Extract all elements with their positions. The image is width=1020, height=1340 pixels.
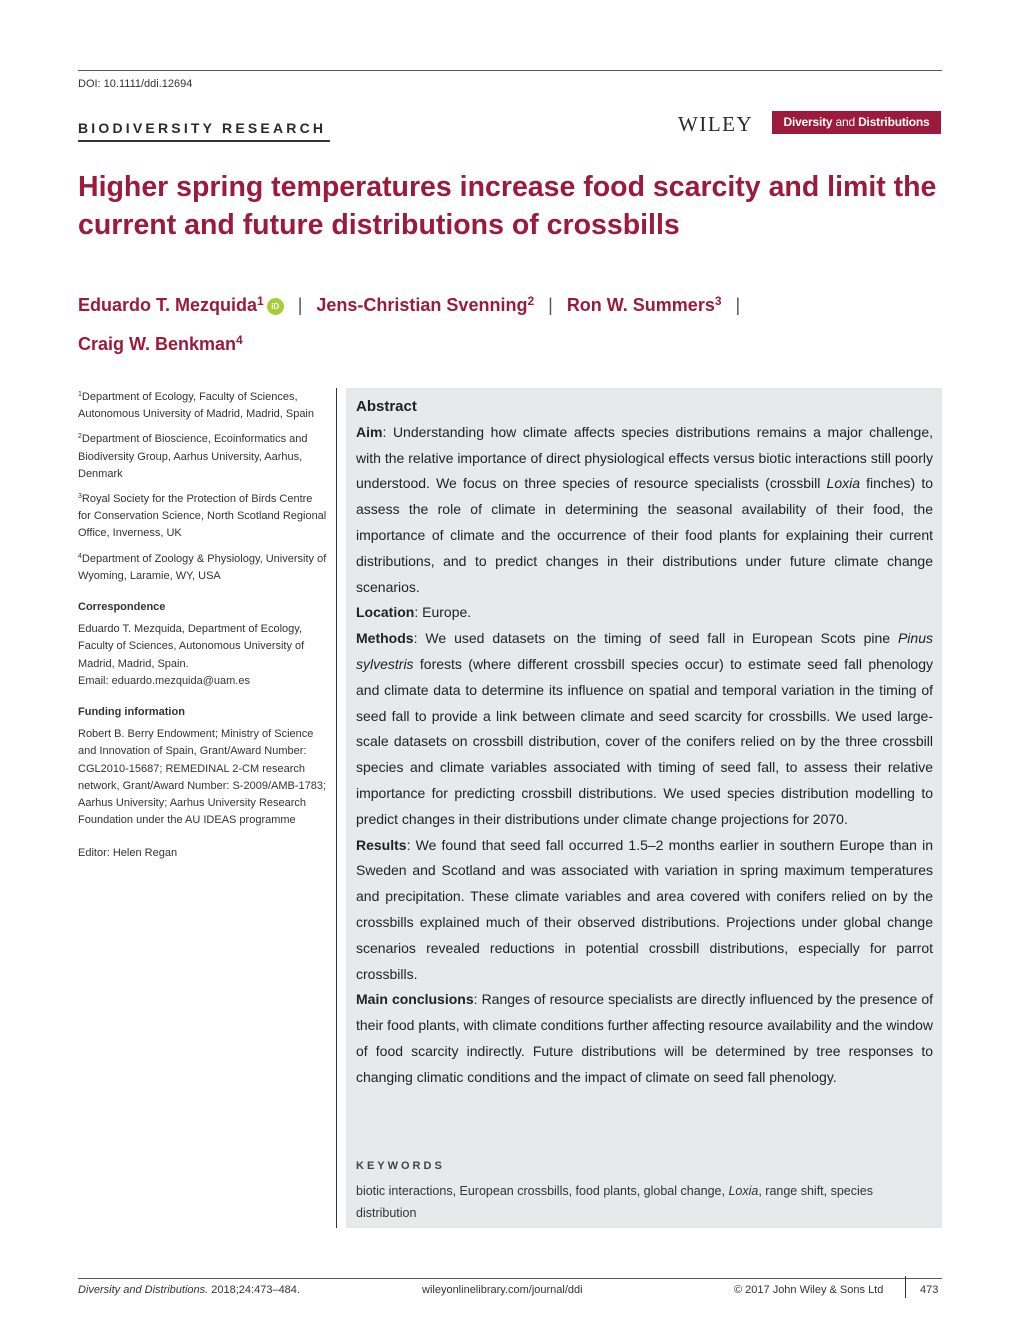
correspondence-heading: Correspondence [78,601,166,614]
affiliation [78,548,328,585]
affiliation [78,488,328,543]
affiliation-text: Royal Society for the Protection of Birds Centre for Conservation Science, North Scotland Regional Office, Inverness, UK [78,493,327,540]
author-name[interactable]: Craig W. Benkman [78,334,237,354]
keywords [356,1180,934,1224]
footer-rule [78,1278,942,1279]
keywords-text: biotic interactions, European crossbills, food plants, global change, [356,1184,729,1198]
abstract-results-text: : We found that seed fall occurred 1.5–2 months earlier in southern Europe than in Sweden and Scotland and was associated with variation in spring maximum temperatures and precipitation. These climate variables and area covered with conifers relied on by the crossbills explained much of their observed distributions. Projections under global change scenarios revealed reductions in potential crossbill distributions, especially for parrot crossbills. [356,836,933,982]
author-affiliation-number: 1 [257,294,264,308]
author-affiliation-number: 4 [236,333,243,347]
editor: Editor: Helen Regan [78,847,178,860]
footer-citation [78,1284,300,1296]
keywords-italic: Loxia [728,1184,759,1198]
author-separator: | [735,295,741,315]
footer-copyright: © 2017 John Wiley & Sons Ltd [734,1284,884,1296]
abstract-conclusions-label: Main conclusions [356,991,474,1008]
journal-badge [772,111,941,134]
doi[interactable]: DOI: 10.1111/ddi.12694 [78,78,193,90]
affiliation [78,386,328,423]
abstract-methods-text-end: forests (where different crossbill species occur) to estimate seed fall phenology and climate data to determine its influence on spatial and temporal variation in the timing of seed fall to provide a link between climate and seed scarcity for crossbills. We used large-scale datasets on crossbill distribution, cover of the conifers relied on by the three crossbill species and climate variables associated with timing of seed fall, to assess their relative importance for predicting crossbill distributions. We used species distribution modelling to predict changes in their distributions under climate change projections for 2070. [356,655,933,827]
author-affiliation-number: 3 [714,294,722,308]
abstract [356,394,933,1091]
keywords-heading: KEYWORDS [356,1160,445,1172]
abstract-methods-italic: Pinus sylvestris [356,630,933,672]
author-separator: | [548,295,553,315]
abstract-location [356,600,933,626]
affiliation-text: Department of Zoology & Physiology, University of Wyoming, Laramie, WY, USA [78,552,327,582]
header-rule [78,70,942,71]
author-separator: | [297,295,303,315]
journal-badge-part1: Diversity [783,115,833,129]
article-info-column [78,386,328,868]
abstract-methods [356,626,933,832]
affiliation-number: 3 [78,493,82,501]
funding-heading: Funding information [78,706,185,719]
funding-text: Robert B. Berry Endowment; Ministry of Science and Innovation of Spain, Grant/Award Number: CGL2010-15687; REMEDINAL 2-CM research network, Grant/Award Number: S-2009/AMB-1783; Aarhus University; Aarhus University Research Foundation under the AU IDEAS programme [78,728,327,827]
journal-badge-part3: Distributions [858,115,930,129]
article-title: Higher spring temperatures increase food scarcity and limit the current and future distributions of crossbills [78,171,937,241]
abstract-results-label: Results [356,836,407,853]
author-list [78,284,948,362]
abstract-aim-text: : Understanding how climate affects species distributions remains a major challenge, with the relative importance of direct physiological effects versus biotic interactions still poorly understood. We focus on three species of resource specialists (crossbill [356,423,933,492]
abstract-location-label: Location [356,604,415,621]
footer-volume: 2018;24:473–484. [208,1284,300,1296]
journal-badge-part2: and [835,115,855,129]
abstract-aim-text-end: finches) to assess the role of climate in determining the seasonal availability of their food, the importance of climate and the occurrence of their food plants for explaining their current distributions, and to predict changes in their distributions under future climate change scenarios. [356,475,933,595]
author-name[interactable]: Eduardo T. Mezquida [78,295,258,315]
publisher-logo: WILEY [678,112,754,136]
affiliation-text: Department of Ecology, Faculty of Sciences, Autonomous University of Madrid, Madrid, Spain [78,391,314,421]
abstract-aim-label: Aim [356,423,383,440]
correspondence-email[interactable]: Email: eduardo.mezquida@uam.es [78,674,250,687]
author-name[interactable]: Jens-Christian Svenning [316,295,528,315]
footer-url[interactable]: wileyonlinelibrary.com/journal/ddi [422,1284,583,1296]
orcid-icon[interactable]: iD [267,298,284,315]
abstract-aim [356,420,933,601]
affiliation-number: 1 [78,391,82,398]
affiliation [78,428,328,483]
affiliation-number: 2 [78,433,82,441]
abstract-methods-text: : We used datasets on the timing of seed fall in European Scots pine [413,630,898,647]
column-divider [336,388,337,1228]
keywords-text-end: , range shift, species distribution [356,1184,873,1220]
author-name[interactable]: Ron W. Summers [566,295,715,315]
abstract-location-text: : Europe. [414,604,472,621]
abstract-aim-italic: Loxia [826,475,860,492]
abstract-conclusions [356,987,933,1090]
page-number: 473 [920,1284,939,1296]
affiliation-number: 4 [78,552,82,560]
abstract-conclusions-text: : Ranges of resource specialists are directly influenced by the presence of their food plants, with climate conditions further affecting resource availability and the window of food scarcity indirectly. Future distributions will be determined by tree responses to changing climatic conditions and the impact of climate on seed fall phenology. [356,991,933,1085]
section-underline [78,140,330,142]
abstract-results [356,833,933,988]
abstract-methods-label: Methods [356,630,414,647]
correspondence-text: Eduardo T. Mezquida, Department of Ecology, Faculty of Sciences, Autonomous University of Madrid, Madrid, Spain. [78,623,305,670]
footer-divider [905,1276,906,1298]
abstract-heading: Abstract [356,398,417,415]
section-label: BIODIVERSITY RESEARCH [78,120,327,136]
footer-journal-name: Diversity and Distributions. [78,1284,209,1296]
author-affiliation-number: 2 [527,294,535,308]
affiliation-text: Department of Bioscience, Ecoinformatics and Biodiversity Group, Aarhus University, Aarhus, Denmark [78,433,308,480]
